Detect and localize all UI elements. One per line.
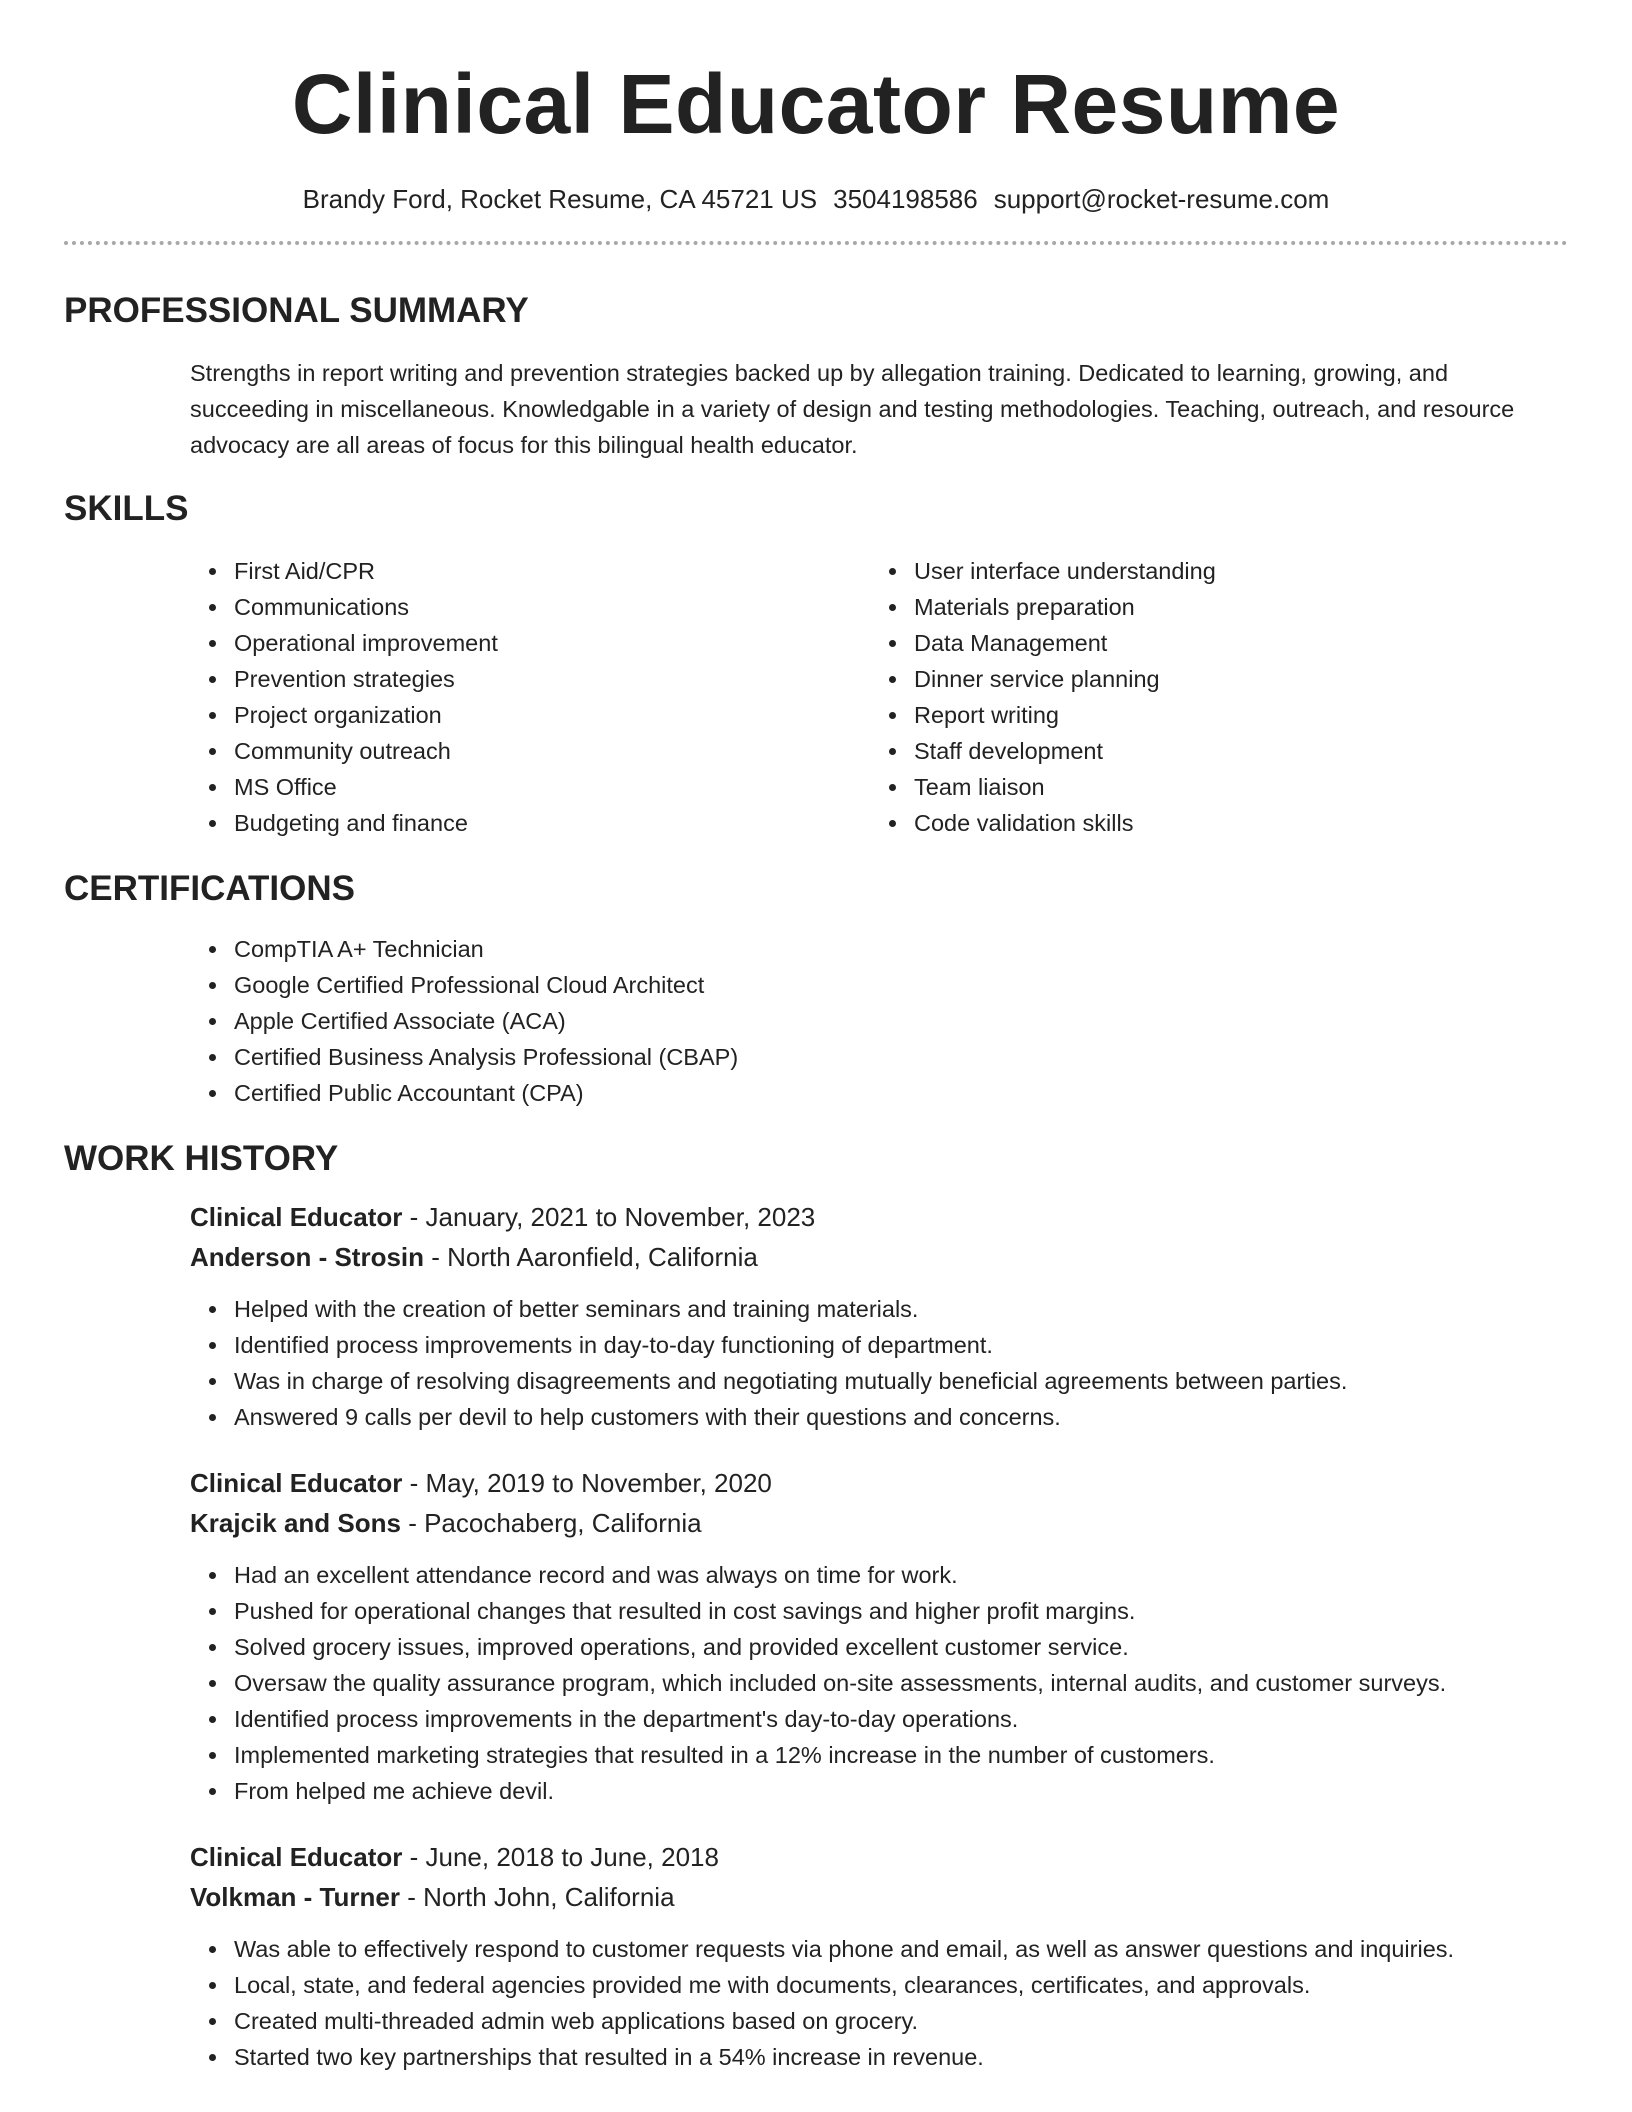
skill-item: First Aid/CPR [190, 553, 870, 589]
job-duty: Identified process improvements in the department's day-to-day operations. [190, 1701, 1568, 1737]
certification-item: CompTIA A+ Technician [190, 931, 1568, 967]
contact-address: Brandy Ford, Rocket Resume, CA 45721 US [302, 184, 818, 214]
job-title-line [190, 1839, 1568, 1875]
resume-page [64, 0, 1568, 2075]
job-location: - Pacochaberg, California [400, 1508, 702, 1538]
skill-item: Data Management [870, 625, 1550, 661]
skill-item: Report writing [870, 697, 1550, 733]
skills-column-left [190, 553, 870, 841]
certifications-list [190, 931, 1568, 1111]
job-duty: Local, state, and federal agencies provided me with documents, clearances, certificates, and approvals. [190, 1967, 1568, 2003]
certifications-heading: CERTIFICATIONS [64, 869, 356, 908]
job-duty: Pushed for operational changes that resulted in cost savings and higher profit margins. [190, 1593, 1568, 1629]
contact-email: support@rocket-resume.com [993, 184, 1330, 214]
job-location: - North Aaronfield, California [424, 1242, 758, 1272]
skill-item: User interface understanding [870, 553, 1550, 589]
job-duty: Solved grocery issues, improved operations, and provided excellent customer service. [190, 1629, 1568, 1665]
skill-item: MS Office [190, 769, 870, 805]
job-duties-list [190, 1931, 1568, 2075]
job-duties-list [190, 1557, 1568, 1809]
job-entry [190, 1199, 1568, 1435]
skill-item: Project organization [190, 697, 870, 733]
skill-item: Communications [190, 589, 870, 625]
job-duty: Implemented marketing strategies that resulted in a 12% increase in the number of customers. [190, 1737, 1568, 1773]
job-location: - North John, California [399, 1882, 675, 1912]
skill-item: Staff development [870, 733, 1550, 769]
job-entry [190, 1465, 1568, 1809]
skill-item: Code validation skills [870, 805, 1550, 841]
summary-text: Strengths in report writing and prevention strategies backed up by allegation training. Dedicated to learning, growing, and succeeding in miscellaneous. Knowledgable in a variety of design and testing methodologies. Teaching, outreach, and resource advocacy are all areas of focus for this bilingual health educator. [190, 360, 1515, 458]
skill-item: Team liaison [870, 769, 1550, 805]
job-duty: Created multi-threaded admin web applications based on grocery. [190, 2003, 1568, 2039]
job-duty: Was in charge of resolving disagreements and negotiating mutually beneficial agreements between parties. [190, 1363, 1568, 1399]
job-dates: - May, 2019 to November, 2020 [402, 1468, 772, 1498]
skills-column-right [870, 553, 1550, 841]
job-duty: Oversaw the quality assurance program, which included on-site assessments, internal audits, and customer surveys. [190, 1665, 1568, 1701]
job-company: Krajcik and Sons [190, 1508, 401, 1538]
job-dates: - January, 2021 to November, 2023 [402, 1202, 816, 1232]
job-duty: Was able to effectively respond to customer requests via phone and email, as well as answer questions and inquiries. [190, 1931, 1568, 1967]
job-title: Clinical Educator [190, 1842, 403, 1872]
job-dates: - June, 2018 to June, 2018 [402, 1842, 719, 1872]
certification-item: Certified Business Analysis Professional (CBAP) [190, 1039, 1568, 1075]
job-entry [190, 1839, 1568, 2075]
summary-heading: PROFESSIONAL SUMMARY [64, 291, 529, 330]
job-title-line [190, 1465, 1568, 1501]
certification-item: Google Certified Professional Cloud Architect [190, 967, 1568, 1003]
skill-item: Budgeting and finance [190, 805, 870, 841]
contact-phone: 3504198586 [833, 184, 978, 214]
job-duty: Identified process improvements in day-to-day functioning of department. [190, 1327, 1568, 1363]
skill-item: Community outreach [190, 733, 870, 769]
job-duty: From helped me achieve devil. [190, 1773, 1568, 1809]
job-duties-list [190, 1291, 1568, 1435]
job-duty: Answered 9 calls per devil to help customers with their questions and concerns. [190, 1399, 1568, 1435]
job-title: Clinical Educator [190, 1468, 403, 1498]
job-duty: Helped with the creation of better seminars and training materials. [190, 1291, 1568, 1327]
job-company-line [190, 1239, 1568, 1275]
job-duty: Started two key partnerships that resulted in a 54% increase in revenue. [190, 2039, 1568, 2075]
skill-item: Materials preparation [870, 589, 1550, 625]
job-company: Anderson - Strosin [190, 1242, 425, 1272]
job-company-line [190, 1505, 1568, 1541]
contact-line [64, 183, 1568, 215]
page-title: Clinical Educator Resume [291, 57, 1341, 151]
certification-item: Certified Public Accountant (CPA) [190, 1075, 1568, 1111]
job-company: Volkman - Turner [190, 1882, 400, 1912]
skill-item: Prevention strategies [190, 661, 870, 697]
certification-item: Apple Certified Associate (ACA) [190, 1003, 1568, 1039]
skill-item: Dinner service planning [870, 661, 1550, 697]
job-company-line [190, 1879, 1568, 1915]
skill-item: Operational improvement [190, 625, 870, 661]
work-history-heading: WORK HISTORY [64, 1139, 339, 1178]
job-title: Clinical Educator [190, 1202, 403, 1232]
header-divider [64, 241, 1568, 245]
job-title-line [190, 1199, 1568, 1235]
job-duty: Had an excellent attendance record and was always on time for work. [190, 1557, 1568, 1593]
skills-list [64, 553, 1568, 841]
skills-heading: SKILLS [64, 489, 189, 528]
